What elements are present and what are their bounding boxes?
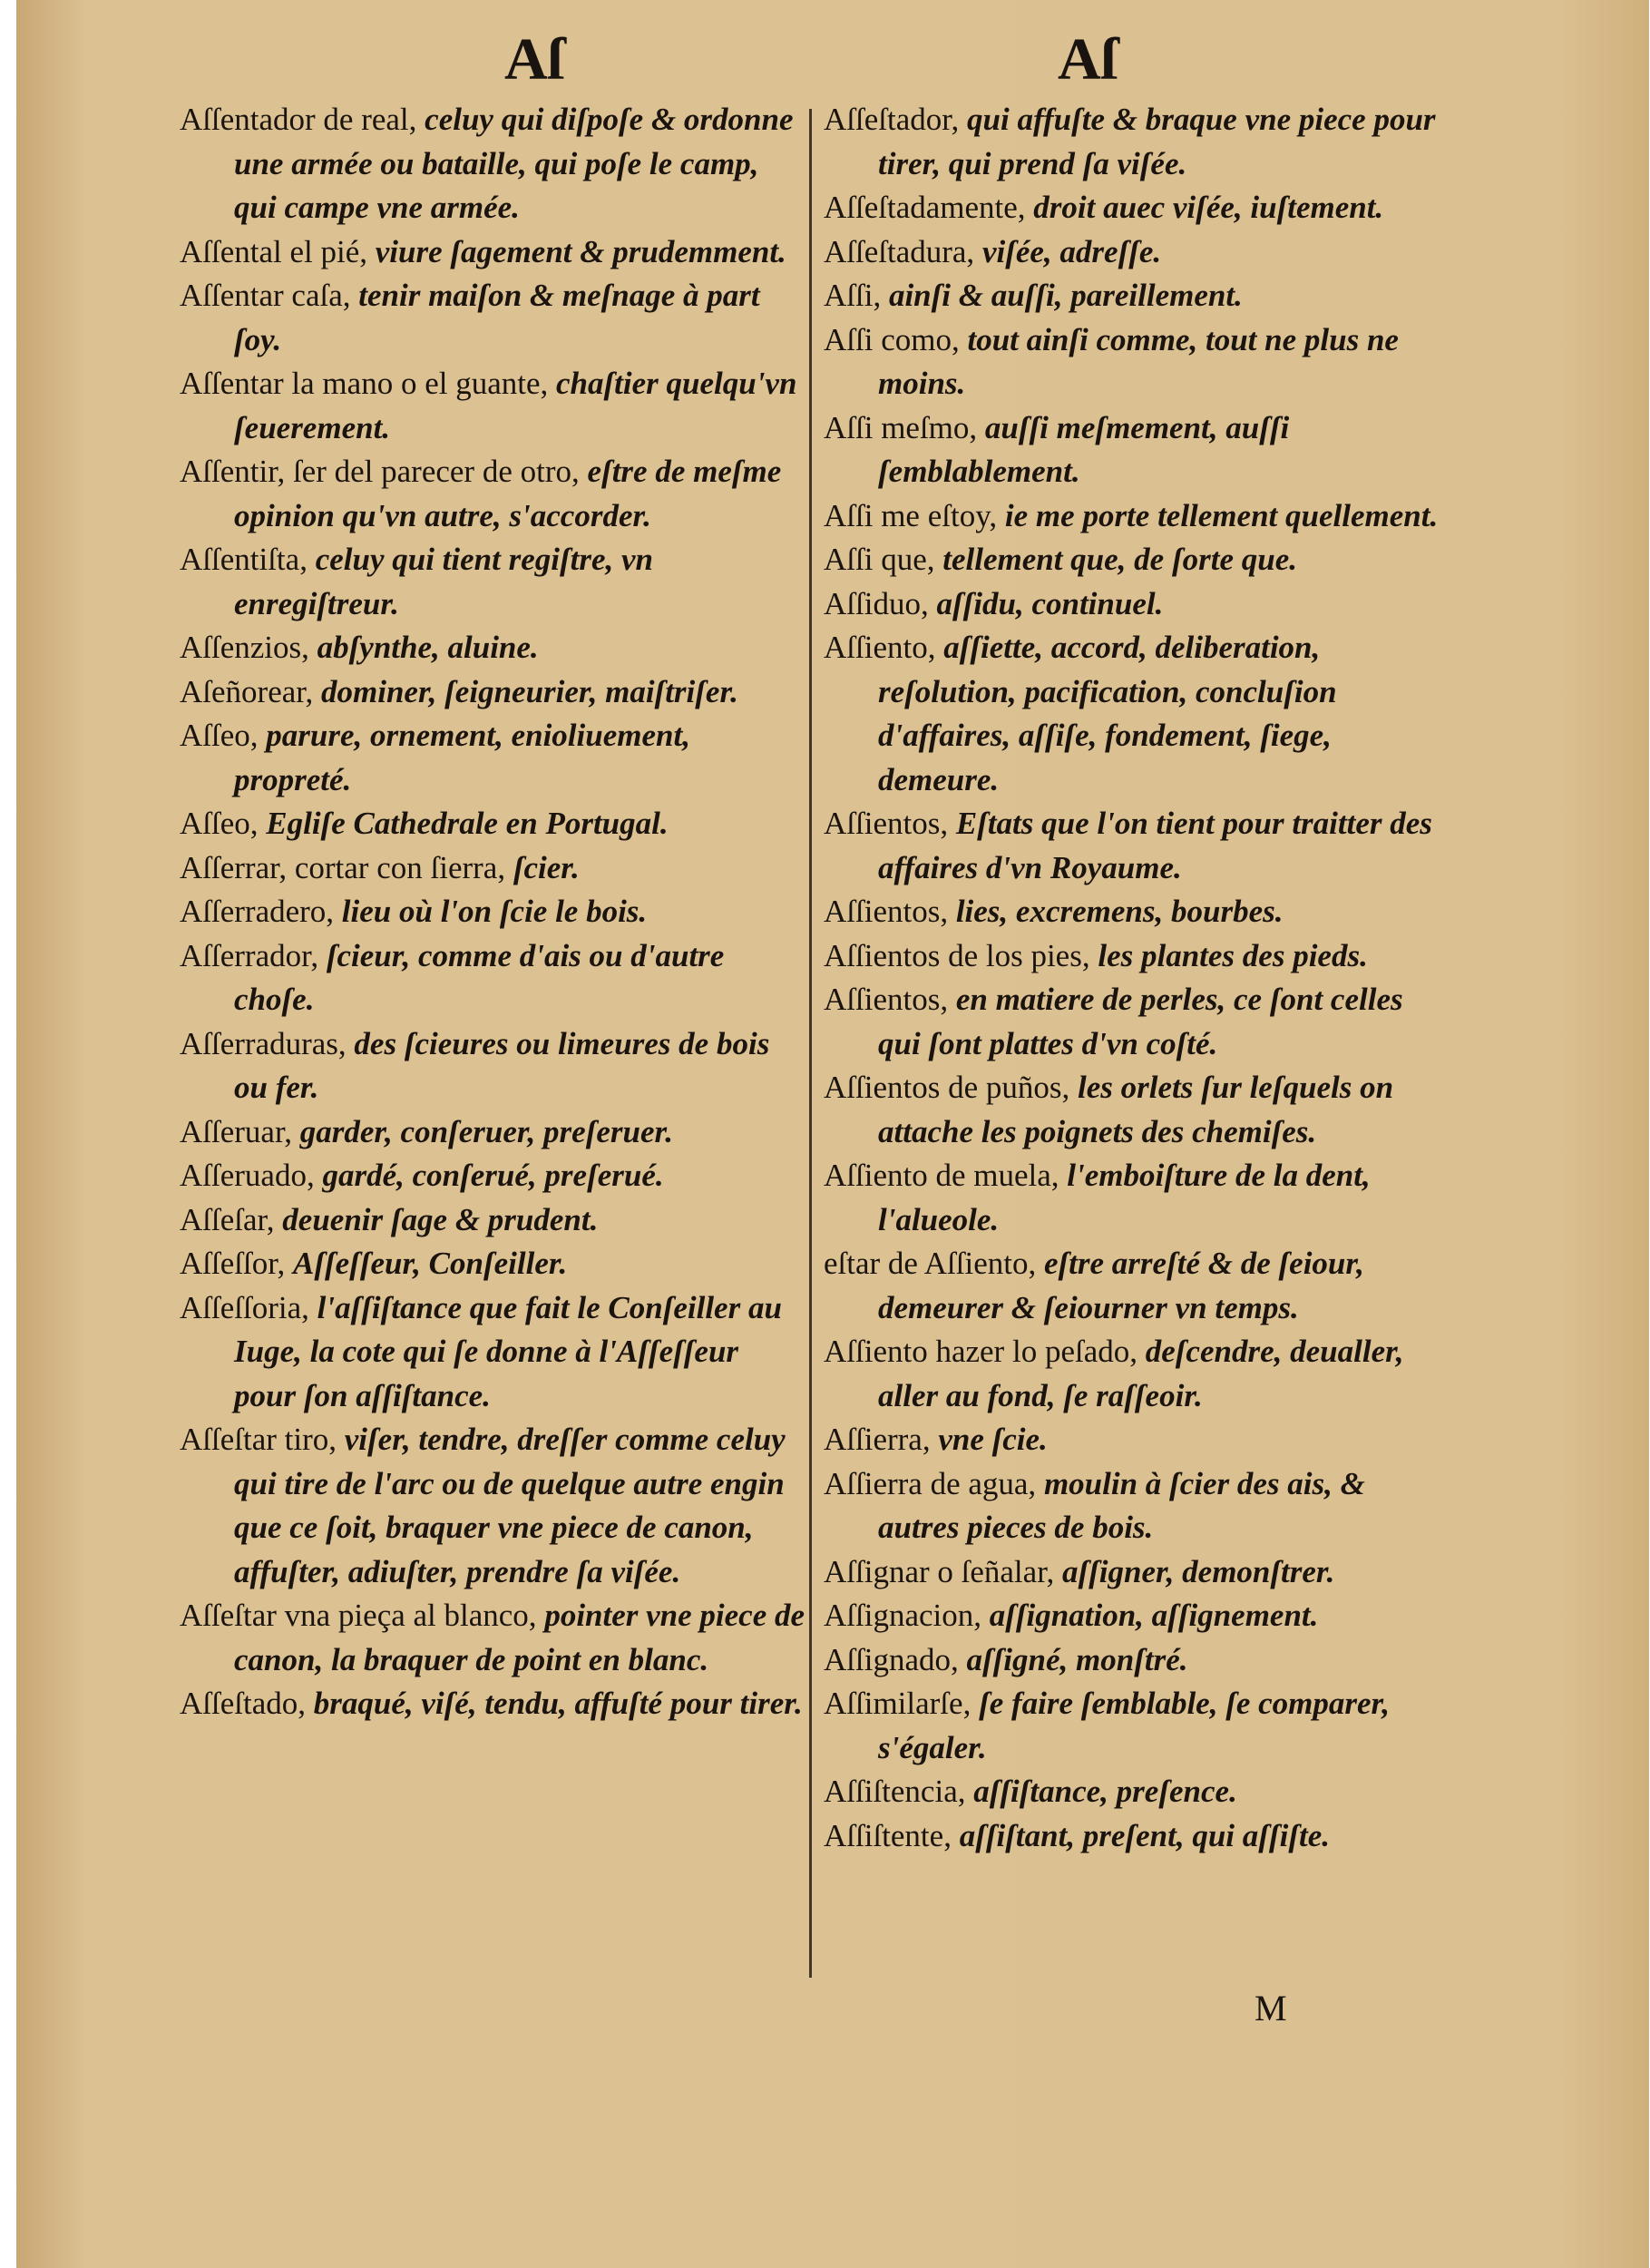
translation: l'aſſiſtance que fait le Conſeiller au Iuge, la cote qui ſe donne à l'Aſſeſſeur pour ſon aſſiſtance.	[234, 1289, 782, 1413]
dictionary-entry	[824, 186, 1450, 230]
dictionary-entry	[824, 494, 1450, 539]
translation: Aſſeſſeur, Conſeiller.	[292, 1246, 568, 1281]
dictionary-entry	[180, 1154, 805, 1198]
headword: Aſſi que,	[824, 542, 943, 577]
dictionary-entry	[180, 1022, 805, 1110]
headword: Aſſi,	[824, 278, 889, 313]
translation: deuenir ſage & prudent.	[282, 1201, 599, 1237]
translation: des ſcieures ou limeures de bois ou fer.	[234, 1025, 770, 1105]
headword: Aſſiento de muela,	[824, 1158, 1068, 1193]
dictionary-entry	[824, 98, 1450, 186]
translation: les plantes des pieds.	[1098, 937, 1368, 973]
dictionary-entry	[824, 626, 1450, 802]
translation: tellement que, de ſorte que.	[942, 542, 1297, 577]
dictionary-entry	[824, 890, 1450, 934]
translation: aſſigné, monſtré.	[966, 1641, 1188, 1677]
headword: Aſſierra de agua,	[824, 1465, 1044, 1501]
headword: Aſſi me eſtoy,	[824, 497, 1005, 533]
headword: Aſſientos de puños,	[824, 1070, 1078, 1105]
headword: Aſeñorear,	[180, 673, 322, 709]
dictionary-entry	[180, 802, 805, 846]
translation: viure ſagement & prudemment.	[375, 233, 786, 269]
headword: Aſſiſtencia,	[824, 1774, 974, 1809]
translation: braqué, viſé, tendu, affuſté pour tirer.	[313, 1686, 803, 1721]
headword: Aſſentir, ſer del parecer de otro,	[180, 454, 588, 489]
translation: celuy qui tient regiſtre, vn enregiſtreur.	[234, 542, 654, 621]
headword: Aſſeſſoria,	[180, 1289, 317, 1325]
headword: Aſſerrar, cortar con ſierra,	[180, 849, 513, 885]
dictionary-entry	[824, 1462, 1450, 1550]
headword: Aſſientos,	[824, 806, 956, 841]
translation: tenir maiſon & meſnage à part ſoy.	[234, 278, 760, 357]
translation: abſynthe, aluine.	[317, 630, 539, 665]
headword: Aſſentar la mano o el guante,	[180, 366, 556, 401]
dictionary-entry	[180, 1682, 805, 1726]
headword: Aſſientos de los pies,	[824, 937, 1098, 973]
translation: vne ſcie.	[938, 1422, 1048, 1457]
translation: dominer, ſeigneurier, maiſtriſer.	[321, 673, 738, 709]
dictionary-entry	[180, 890, 805, 934]
translation: droit auec viſée, iuſtement.	[1033, 190, 1384, 225]
column-divider	[809, 109, 812, 1978]
headword: Aſſiduo,	[824, 585, 937, 621]
dictionary-entry	[824, 1814, 1450, 1859]
headword: Aſſerradero,	[180, 894, 342, 929]
dictionary-entry	[824, 1594, 1450, 1638]
dictionary-entry	[824, 406, 1450, 494]
headword: Aſſeruar,	[180, 1113, 300, 1149]
translation: gardé, conſerué, preſerué.	[322, 1158, 664, 1193]
dictionary-entry	[824, 1242, 1450, 1330]
dictionary-entry	[824, 1418, 1450, 1462]
translation: qui affuſte & braque vne piece pour tirer, qui prend ſa viſée.	[878, 102, 1436, 181]
translation: pointer vne piece de canon, la braquer de point en blanc.	[234, 1598, 805, 1677]
headword: Aſſiento,	[824, 630, 944, 665]
headword: Aſſeſtar vna pieça al blanco,	[180, 1598, 545, 1633]
headword: Aſſentiſta,	[180, 542, 316, 577]
headword: Aſſignacion,	[824, 1598, 990, 1633]
dictionary-entry	[824, 978, 1450, 1066]
dictionary-entry	[180, 1198, 805, 1243]
translation: Eſtats que l'on tient pour traitter des affaires d'vn Royaume.	[878, 806, 1432, 885]
dictionary-entry	[824, 230, 1450, 275]
headword: Aſſiſtente,	[824, 1817, 960, 1853]
dictionary-entry	[180, 98, 805, 230]
headword: Aſſentador de real,	[180, 102, 425, 137]
translation: ſe faire ſemblable, ſe comparer, s'égaler.	[878, 1686, 1390, 1765]
translation: aſſiette, accord, deliberation, reſolution, pacification, concluſion d'affaires, aſſiſe, fondement, ſiege, demeure.	[878, 630, 1337, 797]
left-column	[180, 98, 805, 1726]
translation: parure, ornement, enioliuement, propreté.	[234, 718, 690, 797]
headword: Aſſenzios,	[180, 630, 317, 665]
headword: Aſſi como,	[824, 321, 968, 357]
translation: deſcendre, deualler, aller au fond, ſe raſſeoir.	[878, 1334, 1404, 1413]
running-head-left: Aſ	[504, 26, 564, 93]
headword: Aſſeo,	[180, 806, 267, 841]
dictionary-entry	[824, 538, 1450, 582]
dictionary-entry	[180, 934, 805, 1022]
headword: Aſſeſtador,	[824, 102, 967, 137]
translation: eſtre de meſme opinion qu'vn autre, s'accorder.	[234, 454, 782, 533]
signature-mark: M	[1255, 1988, 1287, 2028]
headword: Aſſentar caſa,	[180, 278, 359, 313]
dictionary-entry	[824, 274, 1450, 318]
dictionary-entry	[180, 626, 805, 670]
headword: eſtar de Aſſiento,	[824, 1246, 1044, 1281]
headword: Aſſerrador,	[180, 937, 327, 973]
translation: ie me porte tellement quellement.	[1004, 497, 1439, 533]
translation: ainſi & auſſi, pareillement.	[888, 278, 1243, 313]
translation: aſſiſtant, preſent, qui aſſiſte.	[959, 1817, 1330, 1853]
headword: Aſſeſſor,	[180, 1246, 293, 1281]
headword: Aſſerraduras,	[180, 1025, 355, 1061]
headword: Aſſeo,	[180, 718, 267, 753]
headword: Aſſi meſmo,	[824, 409, 985, 445]
headword: Aſſeſtado,	[180, 1686, 314, 1721]
dictionary-entry	[180, 450, 805, 538]
translation: garder, conſeruer, preſeruer.	[299, 1113, 673, 1149]
translation: auſſi meſmement, auſſi ſemblablement.	[878, 409, 1290, 489]
dictionary-entry	[180, 846, 805, 891]
dictionary-entry	[180, 1242, 805, 1286]
headword: Aſſimilarſe,	[824, 1686, 980, 1721]
headword: Aſſeſtar tiro,	[180, 1422, 345, 1457]
translation: celuy qui diſpoſe & ordonne une armée ou bataille, qui poſe le camp, qui campe vne armée.	[234, 102, 794, 225]
dictionary-entry	[824, 1638, 1450, 1683]
headword: Aſſeſtadamente,	[824, 190, 1034, 225]
translation: viſer, tendre, dreſſer comme celuy qui tire de l'arc ou de quelque autre engin que ce ſoit, braquer vne piece de canon, affuſter, adiuſter, prendre ſa viſée.	[234, 1422, 786, 1589]
headword: Aſſental el pié,	[180, 233, 376, 269]
dictionary-entry	[824, 318, 1450, 406]
translation: moulin à ſcier des ais, & autres pieces de bois.	[878, 1465, 1365, 1545]
translation: aſſigner, demonſtrer.	[1061, 1553, 1335, 1589]
translation: viſée, adreſſe.	[981, 233, 1162, 269]
translation: l'emboiſture de la dent, l'alueole.	[878, 1158, 1371, 1237]
dictionary-entry	[180, 1594, 805, 1682]
dictionary-entry	[824, 1770, 1450, 1814]
headword: Aſſeſar,	[180, 1201, 283, 1237]
dictionary-entry	[824, 1066, 1450, 1154]
dictionary-entry	[180, 1286, 805, 1419]
dictionary-entry	[824, 1682, 1450, 1770]
translation: aſſidu, continuel.	[936, 585, 1164, 621]
dictionary-entry	[824, 1154, 1450, 1242]
translation: tout ainſi comme, tout ne plus ne moins.	[878, 321, 1399, 401]
headword: Aſſiento hazer lo peſado,	[824, 1334, 1146, 1369]
translation: ſcieur, comme d'ais ou d'autre choſe.	[234, 937, 725, 1017]
dictionary-entry	[824, 934, 1450, 979]
translation: eſtre arreſté & de ſeiour, demeurer & ſeiourner vn temps.	[878, 1246, 1364, 1325]
headword: Aſſignar o ſeñalar,	[824, 1553, 1062, 1589]
translation: les orlets ſur leſquels on attache les poignets des chemiſes.	[878, 1070, 1394, 1149]
dictionary-entry	[180, 538, 805, 626]
right-column	[824, 98, 1450, 1858]
running-head-right: Aſ	[1058, 26, 1118, 93]
translation: lies, excremens, bourbes.	[955, 894, 1284, 929]
translation: aſſiſtance, preſence.	[973, 1774, 1237, 1809]
dictionary-entry	[180, 274, 805, 362]
dictionary-entry	[180, 230, 805, 275]
translation: Egliſe Cathedrale en Portugal.	[266, 806, 669, 841]
translation: chaſtier quelqu'vn ſeuerement.	[234, 366, 797, 445]
dictionary-entry	[824, 582, 1450, 627]
translation: ſcier.	[513, 849, 580, 885]
translation: en matiere de perles, ce ſont celles qui ſont plattes d'vn coſté.	[878, 982, 1403, 1061]
dictionary-entry	[180, 670, 805, 715]
book-page	[16, 0, 1649, 2268]
headword: Aſſientos,	[824, 982, 956, 1017]
dictionary-entry	[824, 1330, 1450, 1418]
dictionary-entry	[824, 1550, 1450, 1595]
headword: Aſſeruado,	[180, 1158, 323, 1193]
headword: Aſſientos,	[824, 894, 956, 929]
headword: Aſſeſtadura,	[824, 233, 982, 269]
headword: Aſſierra,	[824, 1422, 939, 1457]
headword: Aſſignado,	[824, 1641, 967, 1677]
dictionary-entry	[180, 1418, 805, 1594]
dictionary-entry	[180, 714, 805, 802]
translation: aſſignation, aſſignement.	[989, 1598, 1319, 1633]
dictionary-entry	[824, 802, 1450, 890]
dictionary-entry	[180, 1110, 805, 1155]
translation: lieu où l'on ſcie le bois.	[341, 894, 648, 929]
dictionary-entry	[180, 362, 805, 450]
